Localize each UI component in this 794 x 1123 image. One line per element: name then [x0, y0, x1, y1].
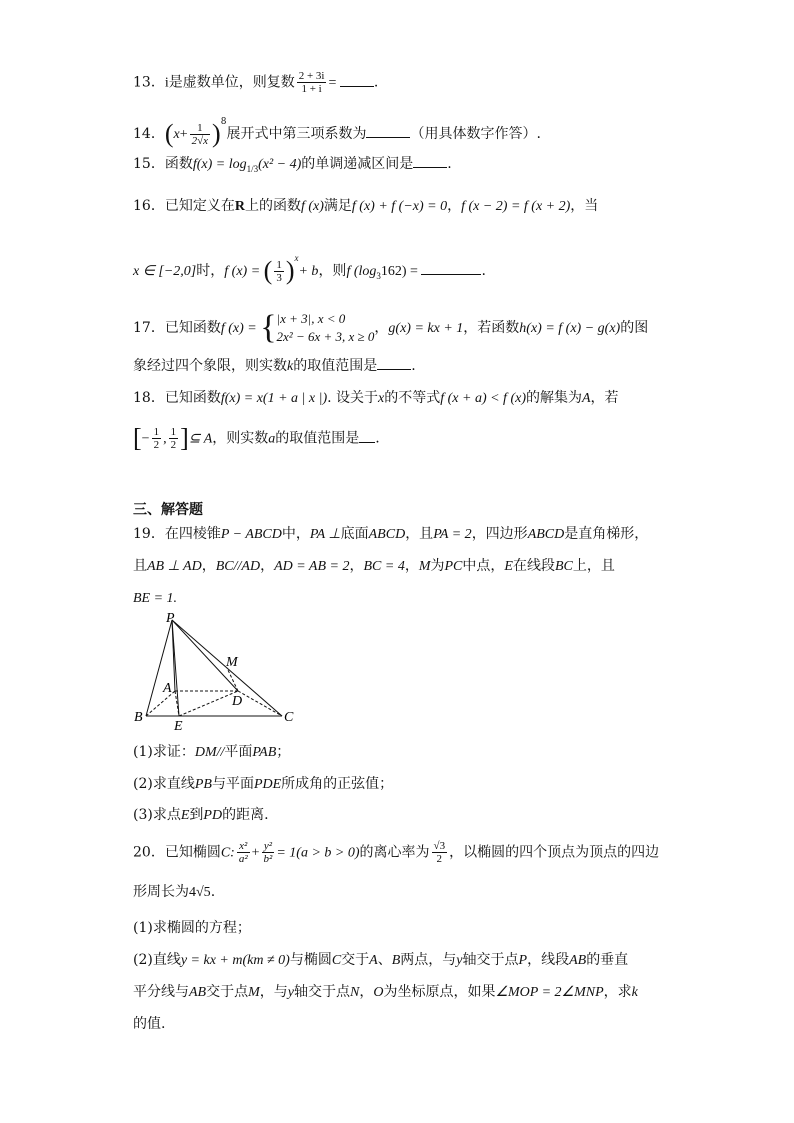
label-a: A: [163, 681, 172, 696]
question-text: ，且: [405, 526, 434, 542]
question-text: 与平面: [211, 776, 254, 792]
question-18-line-2: [− $\frac{1}{2}$ , $\frac{1}{2}$ ]⊆ A，则实数a的取值范围是 .: [133, 423, 380, 453]
math-expr: PC: [444, 559, 463, 574]
numerator: x²: [237, 840, 250, 853]
math-expr: AB ⊥ AD: [147, 559, 202, 574]
equation: f (x) + f (−x) = 0: [351, 199, 448, 214]
question-text: 与椭圆: [289, 952, 332, 968]
question-text: 轴交于点: [462, 952, 519, 968]
question-20-part-2: [133, 950, 628, 971]
equals: =: [328, 75, 340, 91]
question-text: 是直角梯形，: [564, 526, 649, 542]
question-19-part-1: [133, 742, 290, 763]
expression: + b: [298, 264, 319, 279]
math-expr: E: [504, 559, 513, 574]
question-text: 的取值范围是: [275, 430, 360, 447]
question-text: 两点，与: [400, 952, 457, 968]
numerator: y²: [262, 840, 275, 853]
fraction: [262, 840, 275, 865]
denominator: 2: [436, 853, 443, 865]
question-text: (1)求证：: [133, 744, 195, 760]
numerator: 1: [153, 426, 160, 438]
question-19-part-3: [133, 805, 269, 826]
separator: ，: [404, 558, 419, 574]
separator: 、: [377, 952, 392, 968]
edge-dc: [238, 691, 282, 716]
question-text: 平分线与: [133, 984, 189, 1000]
math-expr: PA = 2: [433, 527, 472, 542]
left-bracket: [: [133, 423, 142, 453]
var-k: k: [287, 359, 294, 374]
denominator: 2: [170, 439, 177, 451]
math-expr: y: [456, 953, 463, 968]
function-expr: h(x) = f (x) − g(x): [519, 321, 621, 336]
question-text: ，若: [590, 390, 619, 406]
question-text: 交于: [341, 952, 370, 968]
math-expr: M: [418, 559, 431, 574]
denominator: 1 + i: [301, 83, 322, 95]
exponent: x: [294, 253, 299, 263]
period: .: [210, 884, 216, 900]
question-text: ，以椭圆的四个顶点为顶点的四边: [449, 844, 660, 861]
question-text: 为坐标原点，如果: [383, 984, 496, 1000]
period: .: [447, 156, 452, 172]
left-paren: (: [263, 256, 273, 285]
var-x: x: [173, 127, 180, 142]
math-expr: BC = 4: [363, 559, 405, 574]
edge-ed: [179, 691, 238, 716]
question-text: 的不等式: [384, 390, 441, 406]
question-text: 15．函数: [133, 156, 193, 172]
math-expr: BC: [554, 559, 573, 574]
edge-dm: [227, 668, 238, 691]
separator: ，: [374, 320, 389, 336]
question-number: 14．: [133, 126, 165, 142]
question-14: [133, 112, 541, 147]
question-text: 的取值范围是: [293, 358, 378, 374]
label-b: B: [134, 710, 143, 725]
function-expr: f(x) = x(1 + a | x |): [220, 391, 328, 406]
question-text: 展开式中第三项系数为: [226, 126, 367, 142]
answer-blank: [340, 74, 374, 87]
question-text: (3)求点: [133, 807, 181, 823]
answer-blank: [421, 262, 481, 275]
math-expr: AB: [189, 985, 207, 1000]
separator: ；: [276, 744, 291, 760]
fraction: [274, 259, 284, 284]
math-expr: PAB: [252, 745, 277, 760]
fraction: [152, 426, 162, 451]
question-text: 到: [189, 807, 204, 823]
plus: +: [179, 127, 188, 142]
math-expr: = 1(a > b > 0): [276, 845, 360, 861]
denominator: 2√x: [191, 134, 209, 147]
case-1: |x + 3|, x < 0: [276, 311, 346, 326]
question-20-line-5: 的值.: [133, 1016, 166, 1032]
question-text: ，则实数: [212, 430, 269, 447]
question-19-line-2: [133, 556, 615, 577]
question-19-line-3: [133, 588, 177, 609]
question-text: 形周长为: [133, 884, 189, 900]
question-text: 所成角的正弦值；: [281, 776, 394, 792]
question-text: 上的函数: [244, 198, 301, 214]
math-expr: BC//AD: [215, 559, 261, 574]
question-text: 的图: [620, 320, 649, 336]
question-text: 的解集为: [525, 390, 582, 406]
period: .: [373, 74, 379, 91]
question-text: 平面: [224, 744, 253, 760]
imag-unit: i: [164, 75, 169, 91]
expression: 162) =: [380, 264, 422, 279]
question-text: ，则: [318, 263, 347, 279]
math-expr: AD = AB = 2: [274, 559, 350, 574]
question-text: 中，: [281, 526, 310, 542]
inequality: f (x + a) < f (x): [440, 391, 526, 406]
period: .: [481, 263, 486, 279]
question-text: 时，: [196, 263, 225, 279]
fraction: [169, 426, 179, 451]
numerator: 1: [190, 122, 210, 135]
math-expr: PA ⊥: [309, 527, 341, 542]
subset-expr: ⊆ A: [188, 431, 213, 447]
question-19-line-1: [133, 524, 648, 545]
case-2: 2x² − 6x + 3, x ≥ 0: [276, 329, 375, 344]
numerator: 2 + 3i: [298, 70, 325, 82]
question-text: 交于点: [206, 984, 249, 1000]
piecewise-cases: [277, 310, 375, 346]
question-text: 满足: [323, 198, 352, 214]
answer-blank: [377, 357, 411, 370]
separator: ，: [447, 198, 462, 214]
function-expr: f (log: [346, 264, 377, 279]
question-text: 且: [133, 558, 147, 574]
separator: ，: [359, 984, 374, 1000]
math-expr: y = kx + m(km ≠ 0): [180, 953, 290, 968]
question-17-line-2: [133, 356, 416, 377]
math-expr: A: [369, 953, 378, 968]
fraction: [190, 122, 210, 147]
question-text: 的单调递减区间是: [301, 156, 414, 172]
fraction: [297, 70, 327, 95]
question-text: 20．已知椭圆: [133, 844, 221, 861]
separator: ，: [260, 558, 275, 574]
question-text: 17．已知函数: [133, 320, 221, 336]
equation: f (x − 2) = f (x + 2): [461, 199, 571, 214]
question-text: ，线段: [527, 952, 570, 968]
question-text: ，求: [603, 984, 632, 1000]
math-expr: ∠MOP = 2∠MNP: [495, 985, 604, 1000]
question-text: . 设关于: [327, 390, 379, 406]
set-a: A: [581, 391, 591, 406]
question-note: （用具体数字作答）.: [410, 126, 541, 142]
math-expr: k: [631, 985, 638, 1000]
question-text: ，当: [570, 198, 599, 214]
math-expr: ABCD: [527, 527, 565, 542]
math-expr: PD: [203, 808, 223, 823]
pyramid-figure: [130, 612, 300, 732]
question-20-line-4: [133, 982, 638, 1003]
question-text: 为: [430, 558, 445, 574]
function-expr: g(x) = kx + 1: [388, 321, 464, 336]
label-p: P: [166, 612, 175, 626]
question-text: 的垂直: [586, 952, 629, 968]
log-arg: (x² − 4): [258, 157, 302, 172]
math-expr: C: [331, 953, 342, 968]
math-expr: B: [391, 953, 401, 968]
numerator: 1: [170, 426, 177, 438]
math-expr: 4√5: [189, 885, 211, 900]
question-20-line-1: 20．已知椭圆C: $\frac{\text{x²}}{\text{a²}}$ + $\frac{\text{y²}}{\text{b²}}$ = 1(a > b > 0)的离心率为 $\frac{√3}{2}$ ，以椭圆的四个顶点为顶点的四边: [133, 840, 660, 865]
math-expr: O: [373, 985, 384, 1000]
math-expr: PDE: [253, 777, 282, 792]
question-text: (2)求直线: [133, 776, 195, 792]
math-expr: C:: [220, 845, 235, 861]
log-base: 1/3: [246, 163, 259, 174]
log-base: 3: [376, 270, 381, 281]
period: .: [375, 430, 380, 447]
question-19-part-2: [133, 774, 393, 795]
right-paren: ): [285, 256, 295, 285]
question-20-part-1: (1)求椭圆的方程；: [133, 920, 251, 936]
fraction: [237, 840, 250, 865]
separator: ，: [201, 558, 216, 574]
question-text: 在线段: [512, 558, 555, 574]
question-text: 底面: [340, 526, 369, 542]
left-paren: (: [164, 119, 174, 148]
function-expr: f(x) = log: [192, 157, 247, 172]
answer-blank: [413, 155, 447, 168]
question-text: ，四边形: [471, 526, 528, 542]
separator: ，: [349, 558, 364, 574]
math-expr: P: [518, 953, 528, 968]
question-text: 的离心率为: [359, 844, 430, 861]
label-e: E: [174, 719, 183, 732]
question-text: 18．已知函数: [133, 390, 221, 406]
question-text: ，若函数: [463, 320, 520, 336]
set-r: R: [234, 199, 245, 214]
var-a: a: [268, 431, 276, 447]
math-expr: M: [248, 985, 260, 1000]
question-text: 轴交于点: [294, 984, 350, 1000]
question-17-line-1: [133, 308, 648, 349]
numerator: √3: [433, 840, 446, 852]
question-number: 13．: [133, 74, 165, 91]
answer-blank: [359, 430, 375, 443]
label-d: D: [232, 694, 243, 709]
question-15: [133, 154, 452, 179]
question-16-line-1: [133, 196, 598, 217]
var-x: x: [378, 391, 385, 406]
denominator: 2: [153, 439, 160, 451]
math-expr: AB: [569, 953, 587, 968]
math-expr: N: [350, 985, 360, 1000]
math-expr: BE = 1.: [133, 591, 178, 606]
question-18-line-1: [133, 388, 619, 409]
separator: ，与: [259, 984, 288, 1000]
question-text: 16．已知定义在: [133, 198, 235, 214]
denominator: 3: [276, 271, 282, 284]
math-expr: y: [287, 985, 294, 1000]
edge-pb: [146, 620, 172, 716]
math-expr: P − ABCD: [220, 527, 282, 542]
period: .: [411, 358, 416, 374]
question-text: 上，且: [572, 558, 615, 574]
question-20-line-2: [133, 882, 215, 903]
denominator: a²: [238, 853, 248, 865]
question-text: 19．在四棱锥: [133, 526, 221, 542]
answer-blank: [366, 125, 410, 138]
math-expr: ABCD: [368, 527, 406, 542]
question-text: 中点，: [462, 558, 505, 574]
question-16-line-2: [133, 248, 486, 286]
left-brace: {: [260, 309, 277, 346]
label-c: C: [284, 710, 294, 725]
function-expr: f (x) =: [224, 264, 264, 279]
math-expr: E: [180, 808, 190, 823]
question-text: 象经过四个象限，则实数: [133, 358, 287, 374]
question-text: (2)直线: [133, 952, 181, 968]
numerator: 1: [276, 258, 282, 271]
exponent: 8: [220, 117, 227, 127]
section-heading: 三、解答题: [133, 502, 203, 518]
math-expr: DM//: [194, 745, 225, 760]
function-expr: f (x): [300, 199, 324, 214]
right-paren: ): [212, 119, 221, 148]
interval: x ∈ [−2,0]: [133, 264, 197, 279]
fraction: [432, 840, 448, 865]
question-13: [133, 70, 378, 95]
right-bracket: ]: [180, 423, 189, 453]
question-text: 的距离.: [222, 807, 269, 823]
question-text: 是虚数单位，则复数: [168, 74, 295, 91]
function-expr: f (x) =: [220, 321, 261, 336]
denominator: b²: [263, 853, 273, 865]
label-m: M: [226, 655, 238, 670]
math-expr: PB: [194, 777, 212, 792]
